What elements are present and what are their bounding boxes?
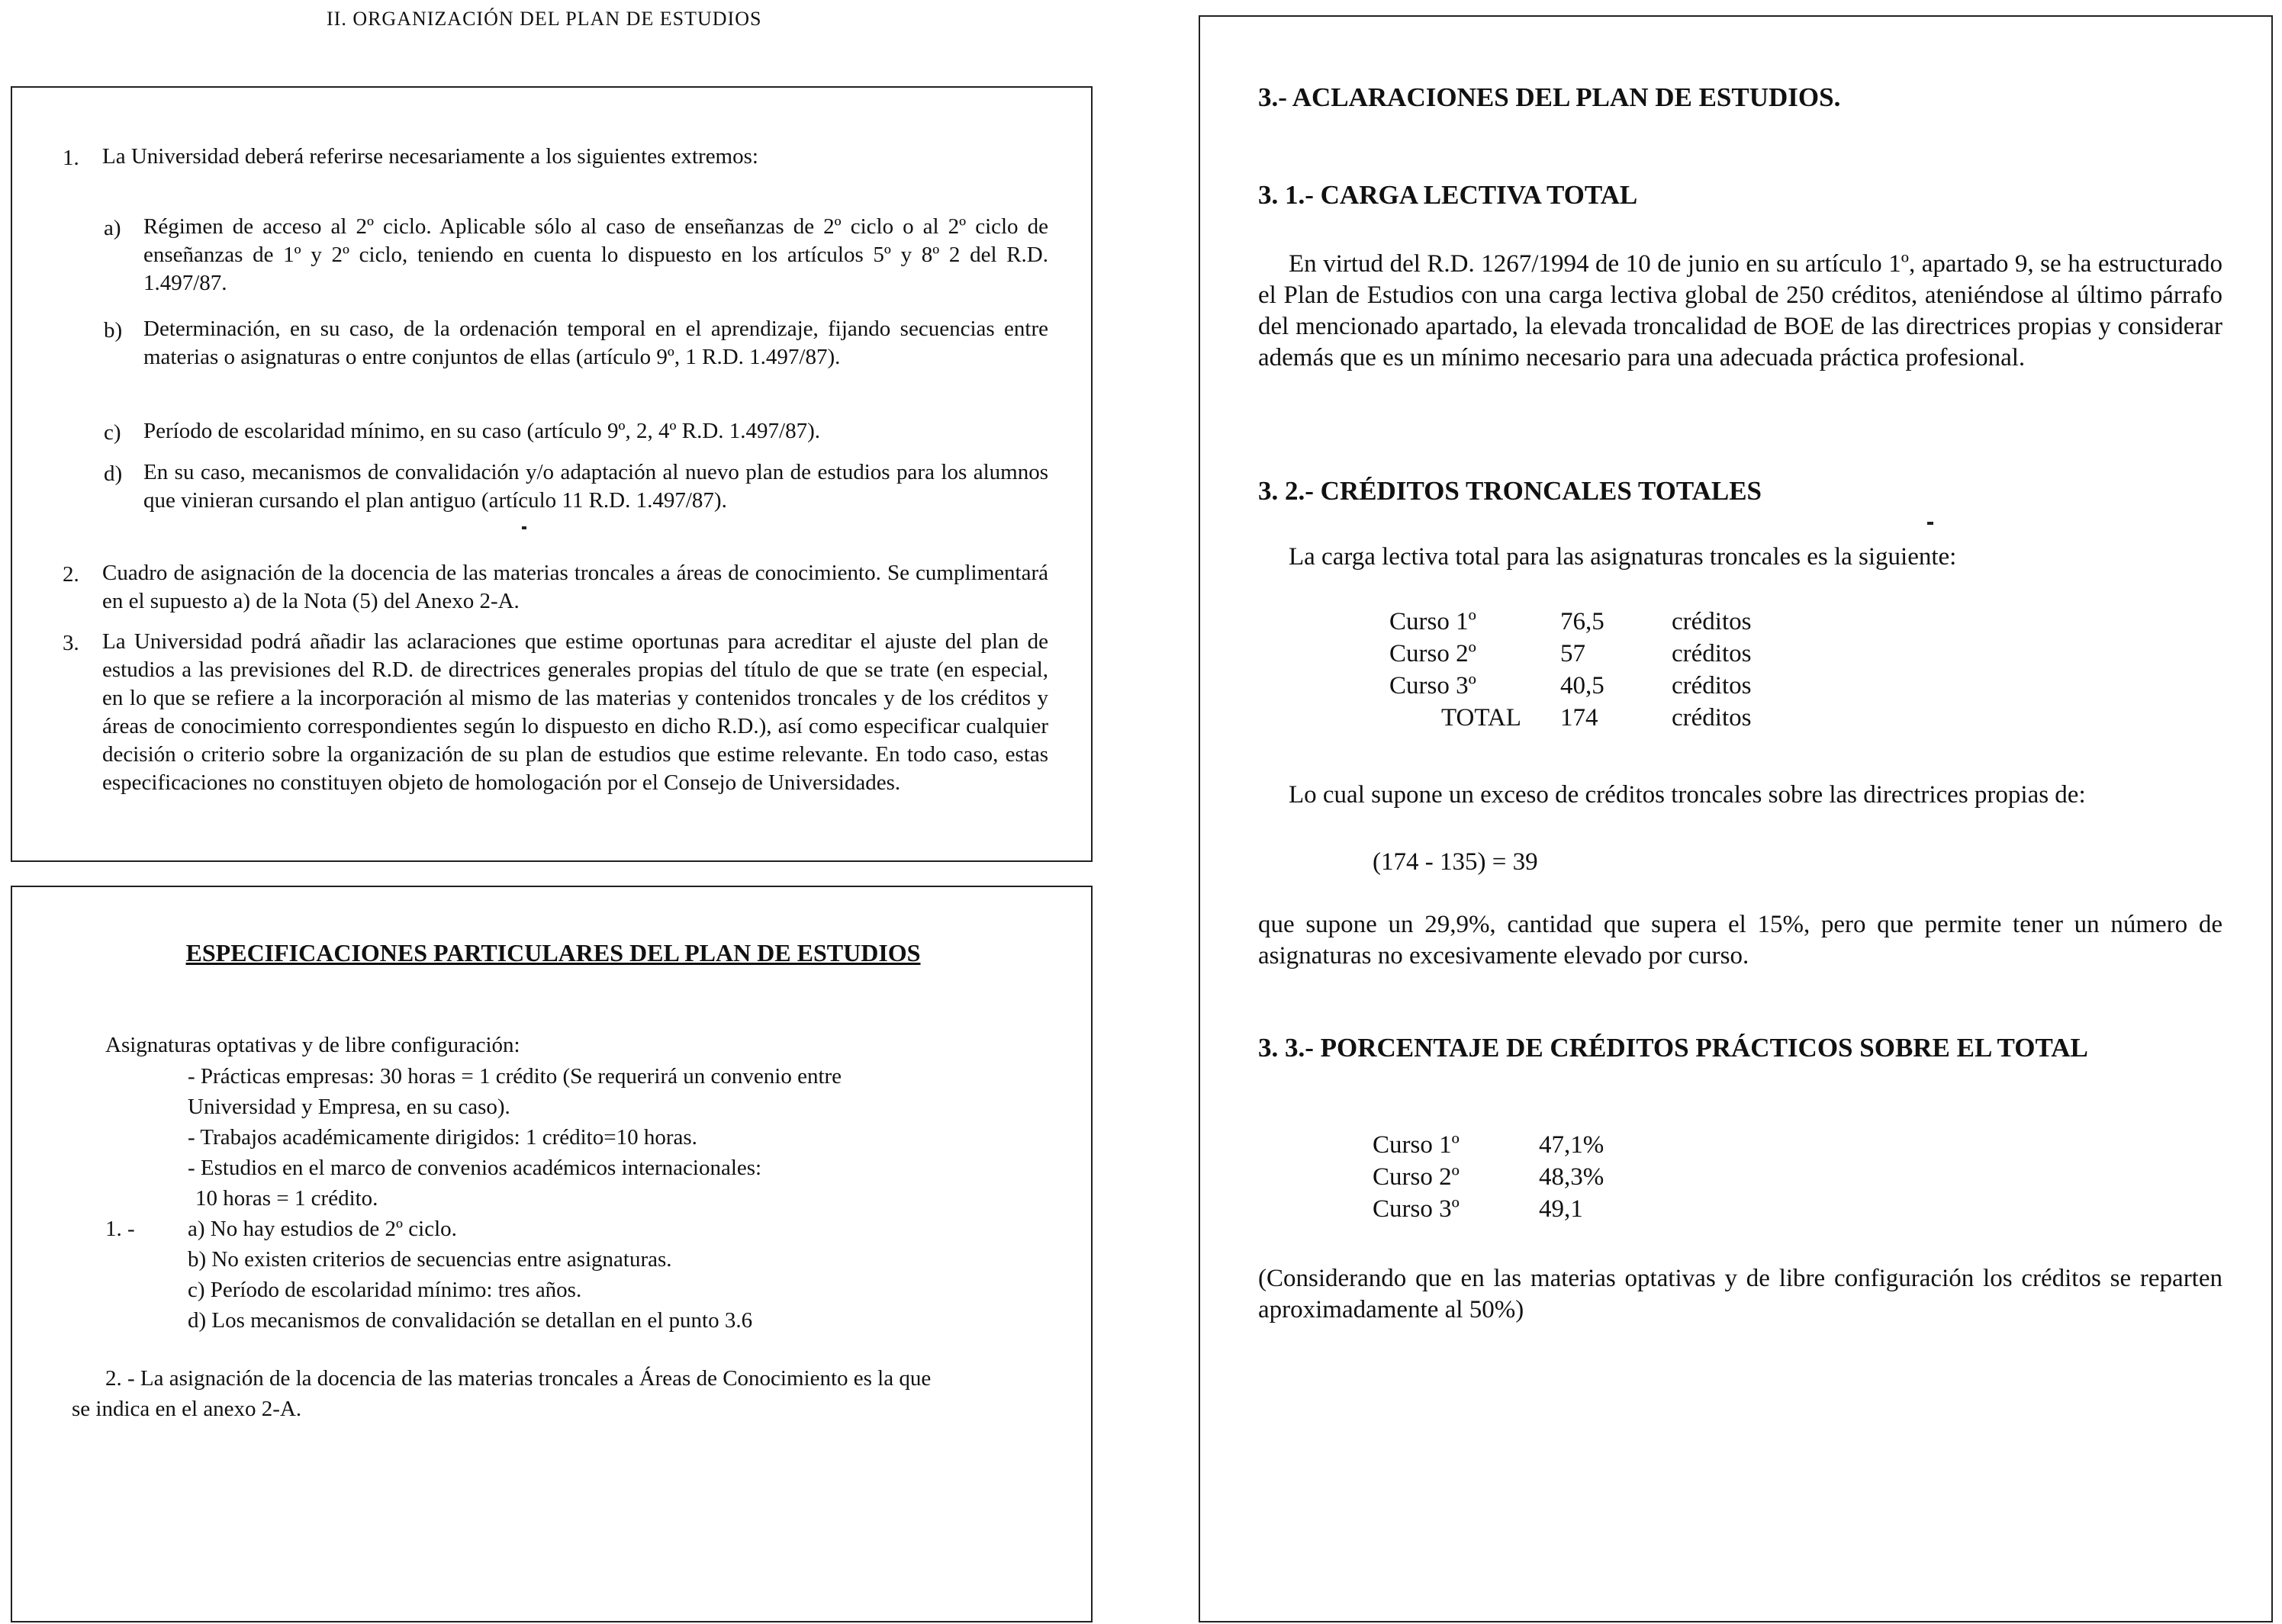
row-value: 76,5 [1560,608,1604,635]
practicos-row [1373,1129,1604,1161]
spec-estudios-line1: - Estudios en el marco de convenios académicos internacionales: [188,1156,762,1180]
item-1d-label: d) [104,461,123,486]
item-1-number: 1. [63,146,79,170]
practicos-table [1373,1129,1604,1225]
spec-trabajos: - Trabajos académicamente dirigidos: 1 crédito=10 horas. [188,1125,697,1150]
item-1-text: La Universidad deberá referirse necesariamente a los siguientes extremos: [102,144,758,169]
item-1d-text: En su caso, mecanismos de convalidación y/o adaptación al nuevo plan de estudios para los alumnos que vinieran cursando el plan antiguo (artículo 11 R.D. 1.497/87). [143,460,1048,513]
row-value: 174 [1560,704,1598,732]
item-2-number: 2. [63,562,79,587]
item-1c-text: Período de escolaridad mínimo, en su caso (artículo 9º, 2, 4º R.D. 1.497/87). [143,419,821,443]
row-value: 47,1% [1539,1131,1604,1159]
item-1c-label: c) [104,420,121,445]
spec-point1-label: 1. - [105,1217,135,1241]
item-3-number: 3. [63,631,79,655]
specifications-box [11,886,1093,1622]
item-1a-text: Régimen de acceso al 2º ciclo. Aplicable sólo al caso de enseñanzas de 2º ciclo o al 2º ciclo de enseñanzas de 1º y 2º ciclo, teniendo en cuenta lo dispuesto en los artículos 5º y 8º 2 del R.D. 1.497/87. [143,214,1048,295]
page-header: II. ORGANIZACIÓN DEL PLAN DE ESTUDIOS [327,8,762,30]
section-3-2-heading: 3. 2.- CRÉDITOS TRONCALES TOTALES [1258,476,1762,506]
spec-point1-b: b) No existen criterios de secuencias entre asignaturas. [188,1247,672,1272]
specifications-title: ESPECIFICACIONES PARTICULARES DEL PLAN DE ESTUDIOS [185,939,921,966]
section-3-3-heading: 3. 3.- PORCENTAJE DE CRÉDITOS PRÁCTICOS SOBRE EL TOTAL [1258,1033,2088,1063]
section-3-1-text: En virtud del R.D. 1267/1994 de 10 de junio en su artículo 1º, apartado 9, se ha estructurado el Plan de Estudios con una carga lectiva global de 250 créditos, ateniéndose al último párrafo del mencionado apartado, la elevada troncalidad de BOE de las directrices propias y considerar además que es un mínimo necesario para una adecuada práctica profesional. [1258,250,2222,371]
item-1b-label: b) [104,318,123,342]
spec-point1-d: d) Los mecanismos de convalidación se detallan en el punto 3.6 [188,1308,753,1333]
row-label: Curso 3º [1389,672,1476,699]
troncales-row [1389,670,1751,702]
row-value: 57 [1560,640,1585,667]
row-unit: créditos [1672,640,1752,667]
aclaraciones-heading: 3.- ACLARACIONES DEL PLAN DE ESTUDIOS. [1258,82,1841,112]
item-2-text: Cuadro de asignación de la docencia de las materias troncales a áreas de conocimiento. Se cumplimentará en el supuesto a) de la Nota (5) del Anexo 2-A. [102,561,1048,613]
row-label: Curso 3º [1373,1195,1460,1223]
scan-speck [1927,522,1933,525]
row-unit: créditos [1672,608,1752,635]
excess-formula: (174 - 135) = 39 [1373,848,1538,876]
excess-conclusion: que supone un 29,9%, cantidad que supera el 15%, pero que permite tener un número de asignaturas no excesivamente elevado por curso. [1258,911,2222,970]
troncales-table [1389,606,1751,734]
row-label: Curso 1º [1389,608,1476,635]
practicos-row [1373,1193,1604,1225]
troncales-row [1389,638,1751,670]
spec-point1-c: c) Período de escolaridad mínimo: tres años. [188,1278,582,1302]
spec-point1-a: a) No hay estudios de 2º ciclo. [188,1217,457,1241]
row-value: 49,1 [1539,1195,1583,1223]
spec-intro: Asignaturas optativas y de libre configuración: [105,1033,520,1057]
item-3-text: La Universidad podrá añadir las aclaraciones que estime oportunas para acreditar el ajuste del plan de estudios a las previsiones del R.D. de directrices generales propias del título de que se trate (en especial, en lo que se refiere a la incorporación al mismo de las materias y contenidos troncales y de los créditos y áreas de conocimiento correspondientes según lo dispuesto en dicho R.D.), así como especificar cualquier decisión o criterio sobre la organización de su plan de estudios que estime relevante. En todo caso, estas especificaciones no constituyen objeto de homologación por el Consejo de Universidades. [102,629,1048,795]
practicos-row [1373,1161,1604,1193]
spec-practicas-line2: Universidad y Empresa, en su caso). [188,1095,510,1119]
spec-point2-line2: se indica en el anexo 2-A. [72,1397,302,1421]
troncales-row [1389,606,1751,638]
row-label: Curso 2º [1373,1163,1460,1191]
row-unit: créditos [1672,704,1752,732]
row-value: 40,5 [1560,672,1604,699]
aclaraciones-box [1199,15,2273,1622]
row-unit: créditos [1672,672,1752,699]
excess-text: Lo cual supone un exceso de créditos troncales sobre las directrices propias de: [1289,781,2086,809]
row-label: Curso 1º [1373,1131,1460,1159]
scan-speck [522,526,526,529]
section-3-2-intro: La carga lectiva total para las asignaturas troncales es la siguiente: [1289,543,1957,571]
troncales-total-row [1389,702,1751,734]
spec-point2-line1: 2. - La asignación de la docencia de las materias troncales a Áreas de Conocimiento es la que [105,1366,932,1391]
spec-estudios-line2: 10 horas = 1 crédito. [195,1186,378,1211]
item-1a-label: a) [104,216,121,240]
spec-practicas-line1: - Prácticas empresas: 30 horas = 1 crédito (Se requerirá un convenio entre [188,1064,842,1089]
section-3-1-heading: 3. 1.- CARGA LECTIVA TOTAL [1258,180,1638,210]
row-value: 48,3% [1539,1163,1604,1191]
instructions-box [11,86,1093,862]
row-label: Curso 2º [1389,640,1476,667]
row-label: TOTAL [1441,704,1521,732]
section-3-3-note: (Considerando que en las materias optativas y de libre configuración los créditos se reparten aproximadamente al 50%) [1258,1265,2222,1323]
item-1b-text: Determinación, en su caso, de la ordenación temporal en el aprendizaje, fijando secuencias entre materias o asignaturas o entre conjuntos de ellas (artículo 9º, 1 R.D. 1.497/87). [143,317,1048,369]
